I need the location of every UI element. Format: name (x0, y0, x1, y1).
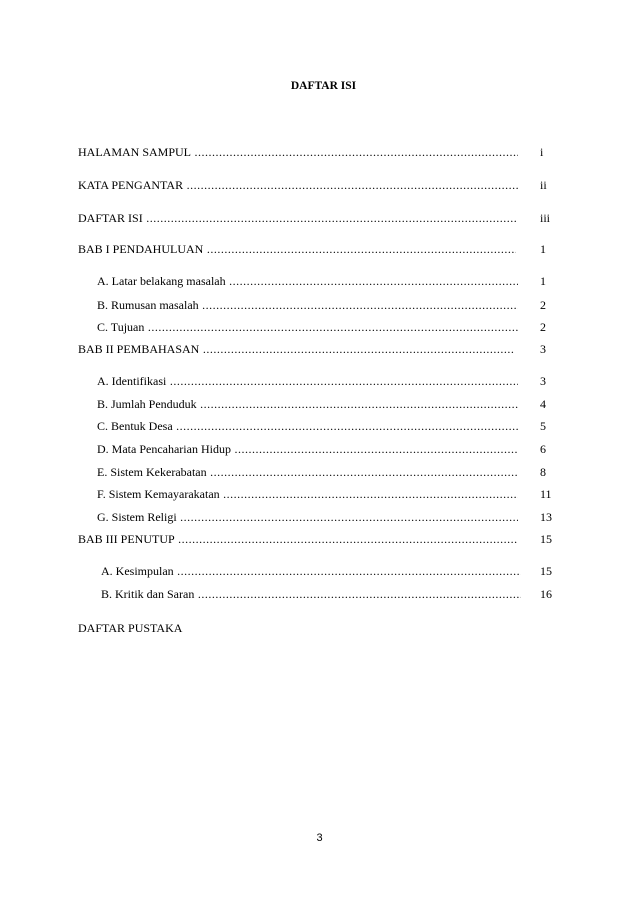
toc-entry-label: A. Latar belakang masalah ..... (97, 273, 518, 289)
toc-entry-label: A. Identifikasi ..... (97, 373, 518, 389)
toc-subentry-tujuan[interactable] (97, 319, 518, 335)
toc-entry-label: E. Sistem Kekerabatan ..... (97, 464, 518, 480)
toc-entry-bab-2[interactable] (78, 341, 514, 357)
toc-entry-label: C. Tujuan ..... (97, 319, 518, 335)
toc-entry-bab-3[interactable] (78, 531, 518, 547)
toc-subentry-sistem-religi[interactable] (97, 509, 518, 525)
toc-subentry-kesimpulan[interactable] (101, 563, 521, 579)
toc-entry-page: 2 (540, 320, 546, 334)
toc-entry-label: BAB II PEMBAHASAN ..... (78, 341, 514, 357)
toc-entry-page: 1 (540, 274, 546, 288)
page-title: DAFTAR ISI (290, 80, 357, 92)
toc-entry-page: 16 (540, 587, 552, 601)
toc-entry-label: KATA PENGANTAR ..... (78, 177, 518, 193)
toc-entry-label: DAFTAR ISI ..... (78, 210, 518, 226)
toc-entry-label: C. Bentuk Desa ..... (97, 418, 518, 434)
toc-subentry-sistem-kekerabatan[interactable] (97, 464, 518, 480)
toc-entry-label: G. Sistem Religi ..... (97, 509, 518, 525)
toc-subentry-latar-belakang[interactable] (97, 273, 518, 289)
toc-subentry-jumlah-penduduk[interactable] (97, 396, 518, 412)
toc-entry-label: B. Jumlah Penduduk ..... (97, 396, 518, 412)
toc-entry-page: iii (540, 211, 551, 225)
toc-entry-page: 6 (540, 442, 546, 456)
toc-subentry-mata-pencaharian[interactable] (97, 441, 518, 457)
toc-subentry-sistem-kemayarakatan[interactable] (97, 486, 518, 502)
toc-subentry-rumusan-masalah[interactable] (97, 297, 518, 313)
toc-entry-page: 3 (540, 374, 546, 388)
toc-entry-label: HALAMAN SAMPUL ..... (78, 144, 518, 160)
toc-entry-page: 15 (540, 532, 552, 546)
toc-entry-label: B. Rumusan masalah ..... (97, 297, 518, 313)
toc-entry-page: ii (540, 178, 547, 192)
page-number: 3 (316, 832, 323, 844)
toc-entry-page: 5 (540, 419, 546, 433)
toc-entry-page: 4 (540, 397, 546, 411)
toc-entry-bab-1[interactable] (78, 241, 516, 257)
toc-entry-kata-pengantar[interactable] (78, 177, 518, 193)
toc-entry-page: 1 (540, 242, 546, 256)
toc-entry-page: 15 (540, 564, 552, 578)
toc-entry-page: 8 (540, 465, 546, 479)
toc-entry-label: BAB III PENUTUP ..... (78, 531, 518, 547)
toc-entry-page: i (540, 145, 544, 159)
toc-entry-page: 3 (540, 342, 546, 356)
toc-subentry-identifikasi[interactable] (97, 373, 518, 389)
toc-entry-label: B. Kritik dan Saran ..... (101, 586, 521, 602)
toc-entry-label: F. Sistem Kemayarakatan ..... (97, 486, 518, 502)
toc-subentry-bentuk-desa[interactable] (97, 418, 518, 434)
toc-subentry-kritik-saran[interactable] (101, 586, 521, 602)
toc-entry-label: A. Kesimpulan ..... (101, 563, 521, 579)
toc-entry-daftar-pustaka[interactable]: DAFTAR PUSTAKA (78, 621, 183, 635)
toc-entry-page: 2 (540, 298, 546, 312)
toc-entry-halaman-sampul[interactable] (78, 144, 518, 160)
toc-entry-page: 11 (540, 487, 552, 501)
toc-entry-page: 13 (540, 510, 552, 524)
toc-entry-daftar-isi[interactable] (78, 210, 518, 226)
toc-entry-label: D. Mata Pencaharian Hidup ..... (97, 441, 518, 457)
toc-entry-label: BAB I PENDAHULUAN ..... (78, 241, 516, 257)
